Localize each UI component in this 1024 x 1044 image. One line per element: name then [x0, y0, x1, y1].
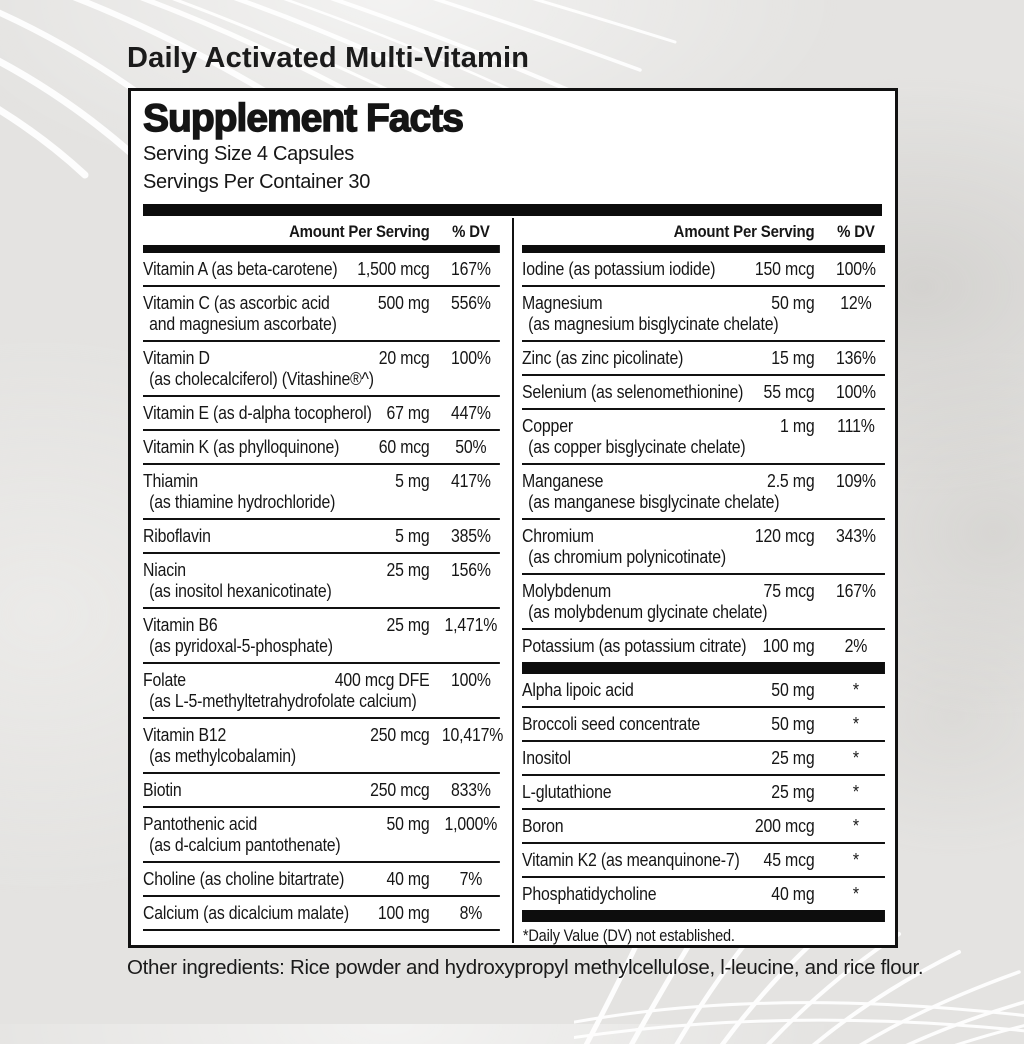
- nutrient-form: (as molybdenum glycinate chelate): [528, 602, 768, 623]
- serving-size: Serving Size 4 Capsules: [143, 142, 354, 165]
- nutrient-row: [522, 844, 885, 878]
- nutrient-name: Chromium: [522, 526, 594, 547]
- nutrient-row: [143, 719, 504, 774]
- amount-per-serving-header: Amount Per Serving: [673, 222, 815, 242]
- nutrient-row: [522, 878, 885, 910]
- nutrient-row: [143, 774, 500, 808]
- nutrient-dv: 447%: [450, 403, 491, 424]
- nutrient-amount: 60 mcg: [378, 437, 430, 458]
- nutrient-amount: 20 mcg: [378, 348, 430, 369]
- nutrient-dv: 385%: [450, 526, 491, 547]
- other-nutrient-rows: [522, 674, 885, 910]
- nutrient-row: [522, 342, 885, 376]
- nutrient-name: Vitamin K (as phylloquinone): [143, 437, 340, 458]
- nutrient-dv: *: [852, 714, 859, 735]
- nutrient-row: [522, 742, 885, 776]
- nutrient-row: [143, 554, 500, 609]
- nutrient-name: Copper: [522, 416, 573, 437]
- nutrient-amount: 55 mcg: [763, 382, 815, 403]
- nutrient-dv: 417%: [450, 471, 491, 492]
- nutrient-name: Biotin: [143, 780, 182, 801]
- nutrient-form: and magnesium ascorbate): [149, 314, 337, 335]
- nutrient-name: Magnesium: [522, 293, 603, 314]
- mineral-rows: [522, 253, 885, 662]
- nutrient-dv: 833%: [450, 780, 491, 801]
- nutrient-name: Vitamin B6: [143, 615, 218, 636]
- nutrient-amount: 5 mg: [395, 526, 430, 547]
- section-bar: [522, 245, 885, 253]
- nutrient-amount: 150 mcg: [754, 259, 815, 280]
- nutrient-dv: 156%: [450, 560, 491, 581]
- nutrient-row: [143, 465, 500, 520]
- nutrient-amount: 250 mcg: [370, 780, 430, 801]
- nutrient-name: Potassium (as potassium citrate): [522, 636, 747, 657]
- nutrient-amount: 250 mcg: [370, 725, 430, 746]
- nutrient-name: Selenium (as selenomethionine): [522, 382, 744, 403]
- nutrient-amount: 2.5 mg: [767, 471, 815, 492]
- nutrient-amount: 200 mcg: [754, 816, 815, 837]
- nutrient-dv: 10,417%: [441, 725, 504, 746]
- nutrient-dv: 2%: [844, 636, 868, 657]
- header-divider-bar: [143, 204, 882, 216]
- nutrient-dv: 7%: [459, 869, 483, 890]
- nutrient-dv: 111%: [837, 416, 875, 437]
- nutrient-dv: 8%: [459, 903, 483, 924]
- nutrient-dv: 50%: [455, 437, 487, 458]
- nutrient-amount: 50 mg: [771, 680, 815, 701]
- nutrient-amount: 50 mg: [386, 814, 430, 835]
- nutrient-row: [143, 342, 500, 397]
- nutrient-amount: 40 mg: [771, 884, 815, 905]
- nutrient-row: [522, 376, 885, 410]
- nutrient-name: Iodine (as potassium iodide): [522, 259, 716, 280]
- supplement-facts-panel: [128, 88, 898, 948]
- nutrient-amount: 25 mg: [771, 748, 815, 769]
- nutrient-dv: 343%: [835, 526, 876, 547]
- column-divider: [512, 218, 514, 943]
- nutrient-dv: 1,471%: [444, 615, 498, 636]
- section-bar: [522, 910, 885, 922]
- nutrient-dv: 1,000%: [444, 814, 498, 835]
- nutrient-name: Riboflavin: [143, 526, 211, 547]
- nutrient-row: [143, 897, 500, 931]
- nutrient-dv: *: [852, 680, 859, 701]
- nutrient-row: [143, 397, 500, 431]
- nutrient-row: [143, 431, 500, 465]
- supplement-facts-title: Supplement Facts: [143, 97, 463, 140]
- nutrient-amount: 40 mg: [386, 869, 430, 890]
- nutrient-form: (as manganese bisglycinate chelate): [528, 492, 780, 513]
- left-column-header: [143, 218, 500, 245]
- nutrient-amount: 500 mg: [377, 293, 430, 314]
- nutrient-form: (as magnesium bisglycinate chelate): [528, 314, 779, 335]
- nutrient-dv: *: [852, 748, 859, 769]
- nutrient-row: [522, 465, 885, 520]
- nutrient-name: Vitamin C (as ascorbic acid: [143, 293, 330, 314]
- nutrient-dv: 100%: [450, 670, 491, 691]
- nutrient-form: (as copper bisglycinate chelate): [528, 437, 746, 458]
- nutrient-dv: *: [852, 884, 859, 905]
- nutrient-row: [522, 575, 885, 630]
- nutrient-name: Broccoli seed concentrate: [522, 714, 701, 735]
- other-ingredients: Other ingredients: Rice powder and hydroxypropyl methylcellulose, l-leucine, and rice flour.: [127, 956, 924, 979]
- nutrient-amount: 50 mg: [771, 293, 815, 314]
- nutrient-form: (as cholecalciferol) (Vitashine®^): [149, 369, 374, 390]
- nutrient-dv: 167%: [450, 259, 491, 280]
- percent-dv-header: % DV: [452, 222, 490, 242]
- nutrient-form: (as L-5-methyltetrahydrofolate calcium): [149, 691, 417, 712]
- nutrient-dv: 100%: [450, 348, 491, 369]
- nutrient-name: Vitamin A (as beta-carotene): [143, 259, 338, 280]
- nutrient-amount: 400 mcg DFE: [334, 670, 430, 691]
- nutrient-amount: 45 mcg: [763, 850, 815, 871]
- servings-per-container: Servings Per Container 30: [143, 170, 371, 193]
- nutrient-name: Phosphatidycholine: [522, 884, 657, 905]
- left-column: [143, 218, 504, 931]
- nutrient-row: [143, 253, 500, 287]
- nutrient-row: [522, 674, 885, 708]
- nutrient-name: Vitamin K2 (as meanquinone-7): [522, 850, 740, 871]
- nutrient-row: [522, 287, 885, 342]
- nutrient-form: (as d-calcium pantothenate): [149, 835, 341, 856]
- nutrient-name: Calcium (as dicalcium malate): [143, 903, 349, 924]
- nutrient-amount: 15 mg: [771, 348, 815, 369]
- nutrient-row: [143, 808, 500, 863]
- nutrient-row: [143, 863, 500, 897]
- nutrient-name: Pantothenic acid: [143, 814, 258, 835]
- product-title: Daily Activated Multi-Vitamin: [127, 42, 530, 74]
- nutrient-dv: *: [852, 782, 859, 803]
- nutrient-form: (as inositol hexanicotinate): [149, 581, 332, 602]
- nutrient-name: Vitamin B12: [143, 725, 227, 746]
- nutrient-dv: 556%: [450, 293, 491, 314]
- nutrient-form: (as thiamine hydrochloride): [149, 492, 336, 513]
- section-bar: [143, 245, 500, 253]
- nutrient-form: (as chromium polynicotinate): [528, 547, 726, 568]
- nutrient-amount: 100 mg: [762, 636, 815, 657]
- nutrient-dv: 100%: [835, 382, 876, 403]
- percent-dv-header: % DV: [837, 222, 875, 242]
- nutrient-row: [522, 253, 885, 287]
- nutrient-amount: 120 mcg: [754, 526, 815, 547]
- nutrient-name: Thiamin: [143, 471, 199, 492]
- nutrient-form: (as methylcobalamin): [149, 746, 297, 767]
- right-column: [522, 218, 885, 946]
- nutrient-amount: 25 mg: [771, 782, 815, 803]
- nutrient-row: [522, 708, 885, 742]
- nutrient-amount: 25 mg: [386, 560, 430, 581]
- nutrient-form: (as pyridoxal-5-phosphate): [149, 636, 333, 657]
- nutrient-amount: 1,500 mcg: [357, 259, 430, 280]
- nutrient-amount: 67 mg: [386, 403, 430, 424]
- nutrient-name: Boron: [522, 816, 564, 837]
- nutrient-amount: 5 mg: [395, 471, 430, 492]
- nutrient-name: Folate: [143, 670, 186, 691]
- nutrient-name: Molybdenum: [522, 581, 612, 602]
- nutrient-row: [143, 609, 500, 664]
- nutrient-dv: 100%: [835, 259, 876, 280]
- right-column-header: [522, 218, 885, 245]
- nutrient-name: Vitamin E (as d-alpha tocopherol): [143, 403, 372, 424]
- nutrient-dv: *: [852, 850, 859, 871]
- nutrient-dv: 167%: [835, 581, 876, 602]
- nutrient-amount: 75 mcg: [763, 581, 815, 602]
- nutrient-amount: 1 mg: [779, 416, 815, 437]
- nutrient-name: Niacin: [143, 560, 186, 581]
- nutrient-row: [143, 287, 500, 342]
- nutrient-row: [522, 630, 885, 662]
- nutrient-row: [522, 776, 885, 810]
- section-bar: [522, 662, 885, 674]
- nutrient-name: Alpha lipoic acid: [522, 680, 634, 701]
- nutrient-name: Choline (as choline bitartrate): [143, 869, 345, 890]
- nutrient-row: [143, 664, 500, 719]
- nutrient-columns: [131, 216, 895, 944]
- nutrient-amount: 25 mg: [386, 615, 430, 636]
- nutrient-name: Manganese: [522, 471, 604, 492]
- nutrient-name: Inositol: [522, 748, 571, 769]
- nutrient-name: Vitamin D: [143, 348, 210, 369]
- amount-per-serving-header: Amount Per Serving: [289, 222, 430, 242]
- nutrient-dv: 109%: [835, 471, 876, 492]
- nutrient-amount: 50 mg: [771, 714, 815, 735]
- nutrient-dv: 136%: [835, 348, 876, 369]
- left-nutrient-rows: [143, 253, 504, 931]
- nutrient-row: [522, 410, 885, 465]
- nutrient-dv: *: [852, 816, 859, 837]
- dv-footnote: *Daily Value (DV) not established.: [522, 927, 735, 946]
- nutrient-row: [143, 520, 500, 554]
- nutrient-name: L-glutathione: [522, 782, 612, 803]
- nutrient-row: [522, 520, 885, 575]
- nutrient-name: Zinc (as zinc picolinate): [522, 348, 684, 369]
- nutrient-row: [522, 810, 885, 844]
- nutrient-dv: 12%: [840, 293, 872, 314]
- nutrient-amount: 100 mg: [377, 903, 430, 924]
